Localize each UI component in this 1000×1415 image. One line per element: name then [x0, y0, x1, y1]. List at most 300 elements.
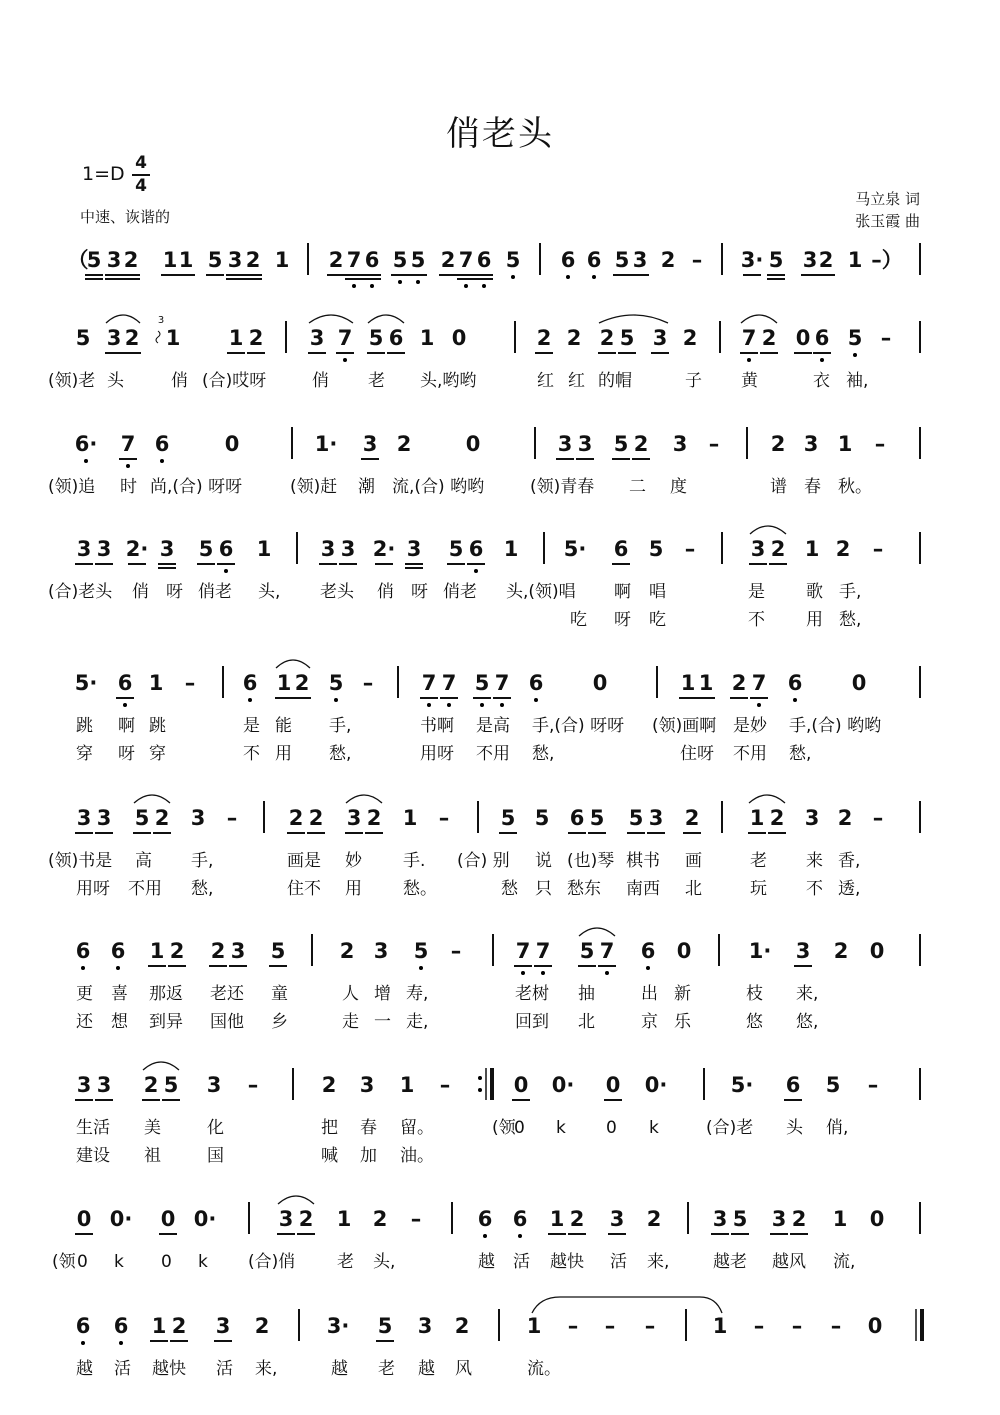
lyric: k — [114, 1252, 124, 1272]
note: 5 — [207, 248, 223, 272]
note: 1 — [526, 1314, 542, 1338]
note: 6 — [528, 671, 544, 695]
note: 2 — [833, 939, 849, 963]
lyric: 那返 — [149, 984, 183, 1004]
note: 1 — [151, 1314, 167, 1338]
note: 3 — [406, 537, 422, 561]
note: 3 — [672, 432, 688, 456]
note: 0 — [605, 1073, 621, 1097]
lyric: 活 — [216, 1359, 233, 1379]
low-octave-dot — [474, 569, 478, 573]
lyric: (也)琴 — [567, 851, 615, 871]
note: 3 — [76, 806, 92, 830]
lyric: (合)俏 — [248, 1252, 296, 1272]
lyric-second-verse: 愁东 — [567, 879, 601, 899]
lyric: (合)哎呀 — [202, 371, 267, 391]
lyric: 尚,(合) 呀呀 — [150, 477, 243, 497]
note: 2 — [328, 248, 344, 272]
lyric-second-verse: 不 — [806, 879, 823, 899]
note: 2 — [835, 537, 851, 561]
low-octave-dot — [352, 284, 356, 288]
lyric-second-verse: 不用 — [128, 879, 162, 899]
note: –） — [871, 248, 903, 272]
lyric-second-verse: 到异 — [149, 1012, 183, 1032]
lyric-second-verse: 愁, — [329, 744, 352, 764]
note: 3 — [215, 1314, 231, 1338]
lyric: (领 — [492, 1118, 516, 1138]
low-octave-dot — [853, 353, 857, 357]
note: 2 — [770, 432, 786, 456]
lyric-second-verse: 吃 — [570, 610, 587, 630]
note: 2 — [569, 1207, 585, 1231]
note: 1 — [402, 806, 418, 830]
lyric: 童 — [271, 984, 288, 1004]
lyric: 俏老 — [443, 582, 477, 602]
note: 2 — [791, 1207, 807, 1231]
note: 6 — [814, 326, 830, 350]
lyric-second-verse: 北 — [685, 879, 702, 899]
note: 5 — [619, 326, 635, 350]
note: 3 — [206, 1073, 222, 1097]
note: 5 — [75, 326, 91, 350]
lyric: 红 — [537, 371, 554, 391]
note: 2 — [248, 326, 264, 350]
note: 3 — [373, 939, 389, 963]
note: 2 — [837, 806, 853, 830]
note: – — [450, 939, 462, 963]
note: 3 — [159, 537, 175, 561]
note: 1 — [165, 326, 181, 350]
note: 1 — [276, 671, 292, 695]
note: 3 — [309, 326, 325, 350]
low-octave-dot — [605, 971, 609, 975]
note: 3 — [346, 806, 362, 830]
lyric-second-verse: 透, — [838, 879, 861, 899]
lyric-second-verse: 加 — [360, 1146, 377, 1166]
lyric: 头, — [373, 1252, 396, 1272]
lyric: 呀 — [411, 582, 428, 602]
low-octave-dot — [480, 703, 484, 707]
note: 5 — [613, 432, 629, 456]
note: 6 — [569, 806, 585, 830]
note: 0 — [869, 1207, 885, 1231]
note: 1 — [698, 671, 714, 695]
lyric: 的帽 — [598, 371, 632, 391]
note: 5 — [368, 326, 384, 350]
note: 2 — [660, 248, 676, 272]
low-octave-dot — [398, 280, 402, 284]
lyric-second-verse: 用呀 — [76, 879, 110, 899]
note: – — [867, 1073, 879, 1097]
note: 3 — [227, 248, 243, 272]
note: 2 — [770, 537, 786, 561]
lyric-second-verse: 北 — [578, 1012, 595, 1032]
lyric: 度 — [670, 477, 687, 497]
note: – — [691, 248, 703, 272]
lyric-second-verse: 用 — [806, 610, 823, 630]
lyric-second-verse: 悠 — [746, 1012, 763, 1032]
lyric-second-verse: 愁, — [839, 610, 862, 630]
repeat-dot — [478, 1088, 482, 1092]
note: 3 — [320, 537, 336, 561]
lyric: 潮 — [358, 477, 375, 497]
low-octave-dot — [160, 459, 164, 463]
note: 6 — [242, 671, 258, 695]
note: 3 — [76, 1073, 92, 1097]
lyric-second-verse: 玩 — [750, 879, 767, 899]
note: 0 — [867, 1314, 883, 1338]
note: 1 — [712, 1314, 728, 1338]
lyric: 美 — [144, 1118, 161, 1138]
lyric-second-verse: 建设 — [76, 1146, 110, 1166]
note: 3 — [76, 537, 92, 561]
note: 7 — [751, 671, 767, 695]
low-octave-dot — [482, 284, 486, 288]
note: 2 — [646, 1207, 662, 1231]
lyric: 流,(合) 哟哟 — [392, 477, 485, 497]
lyric-second-verse: 想 — [111, 1012, 128, 1032]
lyric: 留。 — [400, 1118, 434, 1138]
note: （ — [67, 248, 89, 272]
lyric: (领 — [52, 1252, 76, 1272]
low-octave-dot — [757, 703, 761, 707]
lyric: 二 — [629, 477, 646, 497]
lyric-second-verse: 愁, — [532, 744, 555, 764]
note: 6 — [512, 1207, 528, 1231]
low-octave-dot — [416, 280, 420, 284]
lyric-second-verse: 住呀 — [680, 744, 714, 764]
lyric: 越风 — [772, 1252, 806, 1272]
lyric: (合)老 — [706, 1118, 754, 1138]
lyric: 俏 — [312, 371, 329, 391]
lyric: 黄 — [741, 371, 758, 391]
note: 1 — [274, 248, 290, 272]
note: 1 — [804, 537, 820, 561]
lyric: 手, — [839, 582, 862, 602]
tempo-marking: 中速、诙谐的 — [80, 208, 171, 226]
lyric: 生活 — [76, 1118, 110, 1138]
lyric: 说 — [535, 851, 552, 871]
lyric: 老 — [337, 1252, 354, 1272]
grace-note: 3 — [157, 315, 165, 326]
lyric: 红 — [568, 371, 585, 391]
low-octave-dot — [126, 464, 130, 468]
lyric: 啊 — [118, 716, 135, 736]
lyric: 来, — [796, 984, 819, 1004]
note: 6 — [117, 671, 133, 695]
lyric: 越老 — [713, 1252, 747, 1272]
low-octave-dot — [427, 703, 431, 707]
low-octave-dot — [343, 358, 347, 362]
lyric: 俏, — [826, 1118, 849, 1138]
note: 0 — [76, 1207, 92, 1231]
note: 3 — [557, 432, 573, 456]
lyric: 高 — [135, 851, 152, 871]
lyric-second-verse: 不 — [748, 610, 765, 630]
note: 2 — [684, 806, 700, 830]
note: 0 — [869, 939, 885, 963]
low-octave-dot — [119, 1341, 123, 1345]
lyric: 啊 — [614, 582, 631, 602]
tie — [532, 1297, 722, 1313]
low-octave-dot — [84, 459, 88, 463]
lyric: 是妙 — [733, 716, 767, 736]
note: 0 — [795, 326, 811, 350]
note: 3 — [771, 1207, 787, 1231]
lyric-second-verse: 愁, — [789, 744, 812, 764]
slur — [134, 795, 170, 803]
note: 5 — [270, 939, 286, 963]
note: 6 — [787, 671, 803, 695]
lyric-second-verse: 呀 — [118, 744, 135, 764]
lyric: 来, — [255, 1359, 278, 1379]
note: – — [439, 1073, 451, 1097]
note: 5 — [86, 248, 102, 272]
note: 1 — [256, 537, 272, 561]
lyric: 抽 — [578, 984, 595, 1004]
note: 1 — [148, 671, 164, 695]
note: 1 — [832, 1207, 848, 1231]
note: 3 — [278, 1207, 294, 1231]
lyric: 枝 — [746, 984, 763, 1004]
lyric: 手, — [329, 716, 352, 736]
low-octave-dot — [81, 966, 85, 970]
lyric: 俏 — [377, 582, 394, 602]
lyric: 能 — [275, 716, 292, 736]
lyric: k — [649, 1118, 659, 1138]
note: 3 — [96, 537, 112, 561]
lyric: 喜 — [111, 984, 128, 1004]
low-octave-dot — [370, 284, 374, 288]
note: 6 — [110, 939, 126, 963]
low-octave-dot — [820, 358, 824, 362]
note: 6 — [75, 939, 91, 963]
lyric: k — [198, 1252, 208, 1272]
note: 3 — [804, 806, 820, 830]
note: 3 — [795, 939, 811, 963]
note: 6 — [113, 1314, 129, 1338]
note: 3 — [577, 432, 593, 456]
lyric-second-verse: 不 — [243, 744, 260, 764]
lyric: 0 — [77, 1252, 88, 1272]
lyric: 妙 — [345, 851, 362, 871]
lyric: 春 — [360, 1118, 377, 1138]
note: – — [410, 1207, 422, 1231]
note: 7 — [515, 939, 531, 963]
note: 2 — [308, 806, 324, 830]
lyric: k — [556, 1118, 566, 1138]
lyric-second-verse: 走 — [342, 1012, 359, 1032]
lyricist-credit: 马立泉 词 — [855, 190, 920, 208]
note: 1 — [749, 806, 765, 830]
lyric-second-verse: 愁, — [191, 879, 214, 899]
lyric: 越 — [331, 1359, 348, 1379]
note: 2 — [366, 806, 382, 830]
lyric: 是高 — [476, 716, 510, 736]
note: 5 — [648, 537, 664, 561]
note: 6 — [364, 248, 380, 272]
note: 0 — [465, 432, 481, 456]
lyric: 手. — [403, 851, 426, 871]
note: 0· — [109, 1207, 133, 1231]
lyric: 把 — [321, 1118, 338, 1138]
note: 1 — [549, 1207, 565, 1231]
note: 7 — [535, 939, 551, 963]
note: – — [753, 1314, 765, 1338]
note: 1 — [178, 248, 194, 272]
note: 1 — [399, 1073, 415, 1097]
note: 5 — [410, 248, 426, 272]
composer-credit: 张玉霞 曲 — [855, 212, 920, 230]
lyric: 活 — [610, 1252, 627, 1272]
note: 2 — [245, 248, 261, 272]
note: 3· — [326, 1314, 350, 1338]
lyric: 越快 — [550, 1252, 584, 1272]
note: 6 — [785, 1073, 801, 1097]
note: 0 — [224, 432, 240, 456]
note: – — [872, 806, 884, 830]
note: 6 — [468, 537, 484, 561]
lyric: 手,(合) 呀呀 — [532, 716, 625, 736]
note: 1 — [149, 939, 165, 963]
lyric: 时 — [120, 477, 137, 497]
lyric-second-verse: 京 — [641, 1012, 658, 1032]
note: 0· — [193, 1207, 217, 1231]
lyric-second-verse: 吃 — [649, 610, 666, 630]
low-octave-dot — [511, 275, 515, 279]
note: 6 — [640, 939, 656, 963]
note: 0 — [451, 326, 467, 350]
note: 5 — [579, 939, 595, 963]
low-octave-dot — [224, 569, 228, 573]
slur — [749, 795, 785, 803]
note: 3 — [803, 432, 819, 456]
note: 1· — [314, 432, 338, 456]
lyric: (领)书是 — [48, 851, 113, 871]
lyric-second-verse: 愁 — [501, 879, 518, 899]
lyric-second-verse: 穿 — [76, 744, 93, 764]
lyric: 0 — [606, 1118, 617, 1138]
note: 3 — [609, 1207, 625, 1231]
note: – — [247, 1073, 259, 1097]
lyric: 跳 — [149, 716, 166, 736]
slur — [368, 315, 404, 323]
lyric-second-verse: 乐 — [674, 1012, 691, 1032]
slur — [106, 315, 140, 323]
note: 3 — [230, 939, 246, 963]
low-octave-dot — [747, 358, 751, 362]
lyric-second-verse: 祖 — [144, 1146, 161, 1166]
lyric: (领)老 — [48, 371, 96, 391]
lyric: 头 — [786, 1118, 803, 1138]
lyric-second-verse: 不用 — [733, 744, 767, 764]
slur — [143, 1062, 179, 1070]
slur — [276, 660, 310, 668]
grace-note-squiggle — [156, 331, 160, 343]
lyric-second-verse: 只 — [535, 879, 552, 899]
lyric: 老 — [750, 851, 767, 871]
note: 2· — [125, 537, 149, 561]
repeat-dot — [478, 1076, 482, 1080]
note: 0 — [592, 671, 608, 695]
low-octave-dot — [447, 703, 451, 707]
key-signature: 1=D — [82, 163, 125, 185]
note: 7 — [421, 671, 437, 695]
note: 2 — [143, 1073, 159, 1097]
lyric-second-verse: 愁。 — [403, 879, 437, 899]
lyric: 棋书 — [626, 851, 660, 871]
note: 7 — [337, 326, 353, 350]
note: 7 — [120, 432, 136, 456]
note: 6 — [613, 537, 629, 561]
note: 5· — [730, 1073, 754, 1097]
note: 5 — [847, 326, 863, 350]
note: 5 — [328, 671, 344, 695]
note: 5 — [614, 248, 630, 272]
low-octave-dot — [500, 703, 504, 707]
lyric-second-verse: 用 — [345, 879, 362, 899]
note: 2 — [396, 432, 412, 456]
note: – — [226, 806, 238, 830]
note: 2· — [372, 537, 396, 561]
note: 2 — [731, 671, 747, 695]
lyric-second-verse: 住不 — [287, 879, 321, 899]
note: – — [362, 671, 374, 695]
note: – — [880, 326, 892, 350]
note: 1 — [228, 326, 244, 350]
lyric: 是 — [748, 582, 765, 602]
note: 6 — [476, 248, 492, 272]
note: 3 — [106, 248, 122, 272]
lyric-second-verse: 油。 — [400, 1146, 434, 1166]
note: 7 — [741, 326, 757, 350]
lyric: 头 — [107, 371, 124, 391]
note: 2 — [769, 806, 785, 830]
note: 5· — [74, 671, 98, 695]
low-octave-dot — [334, 698, 338, 702]
note: 5 — [392, 248, 408, 272]
note: 5 — [505, 248, 521, 272]
lyric: 袖, — [846, 371, 869, 391]
low-octave-dot — [793, 698, 797, 702]
low-octave-dot — [646, 966, 650, 970]
note: 5 — [768, 248, 784, 272]
slur — [278, 1196, 314, 1204]
note: 2 — [210, 939, 226, 963]
note: – — [644, 1314, 656, 1338]
note: 7 — [346, 248, 362, 272]
note: 2 — [599, 326, 615, 350]
note: 3 — [96, 1073, 112, 1097]
low-octave-dot — [419, 966, 423, 970]
lyric: 0 — [161, 1252, 172, 1272]
lyric: 0 — [514, 1118, 525, 1138]
note: 5 — [732, 1207, 748, 1231]
lyric: 活 — [114, 1359, 131, 1379]
lyric: 增 — [374, 984, 391, 1004]
low-octave-dot — [464, 284, 468, 288]
note: 2 — [682, 326, 698, 350]
lyric-second-verse: 用呀 — [420, 744, 454, 764]
note: 7 — [441, 671, 457, 695]
note: 6 — [218, 537, 234, 561]
note: 6 — [560, 248, 576, 272]
note: 2 — [818, 248, 834, 272]
lyric: 出 — [641, 984, 658, 1004]
lyric: 活 — [513, 1252, 530, 1272]
lyric: 跳 — [76, 716, 93, 736]
note: 2 — [294, 671, 310, 695]
